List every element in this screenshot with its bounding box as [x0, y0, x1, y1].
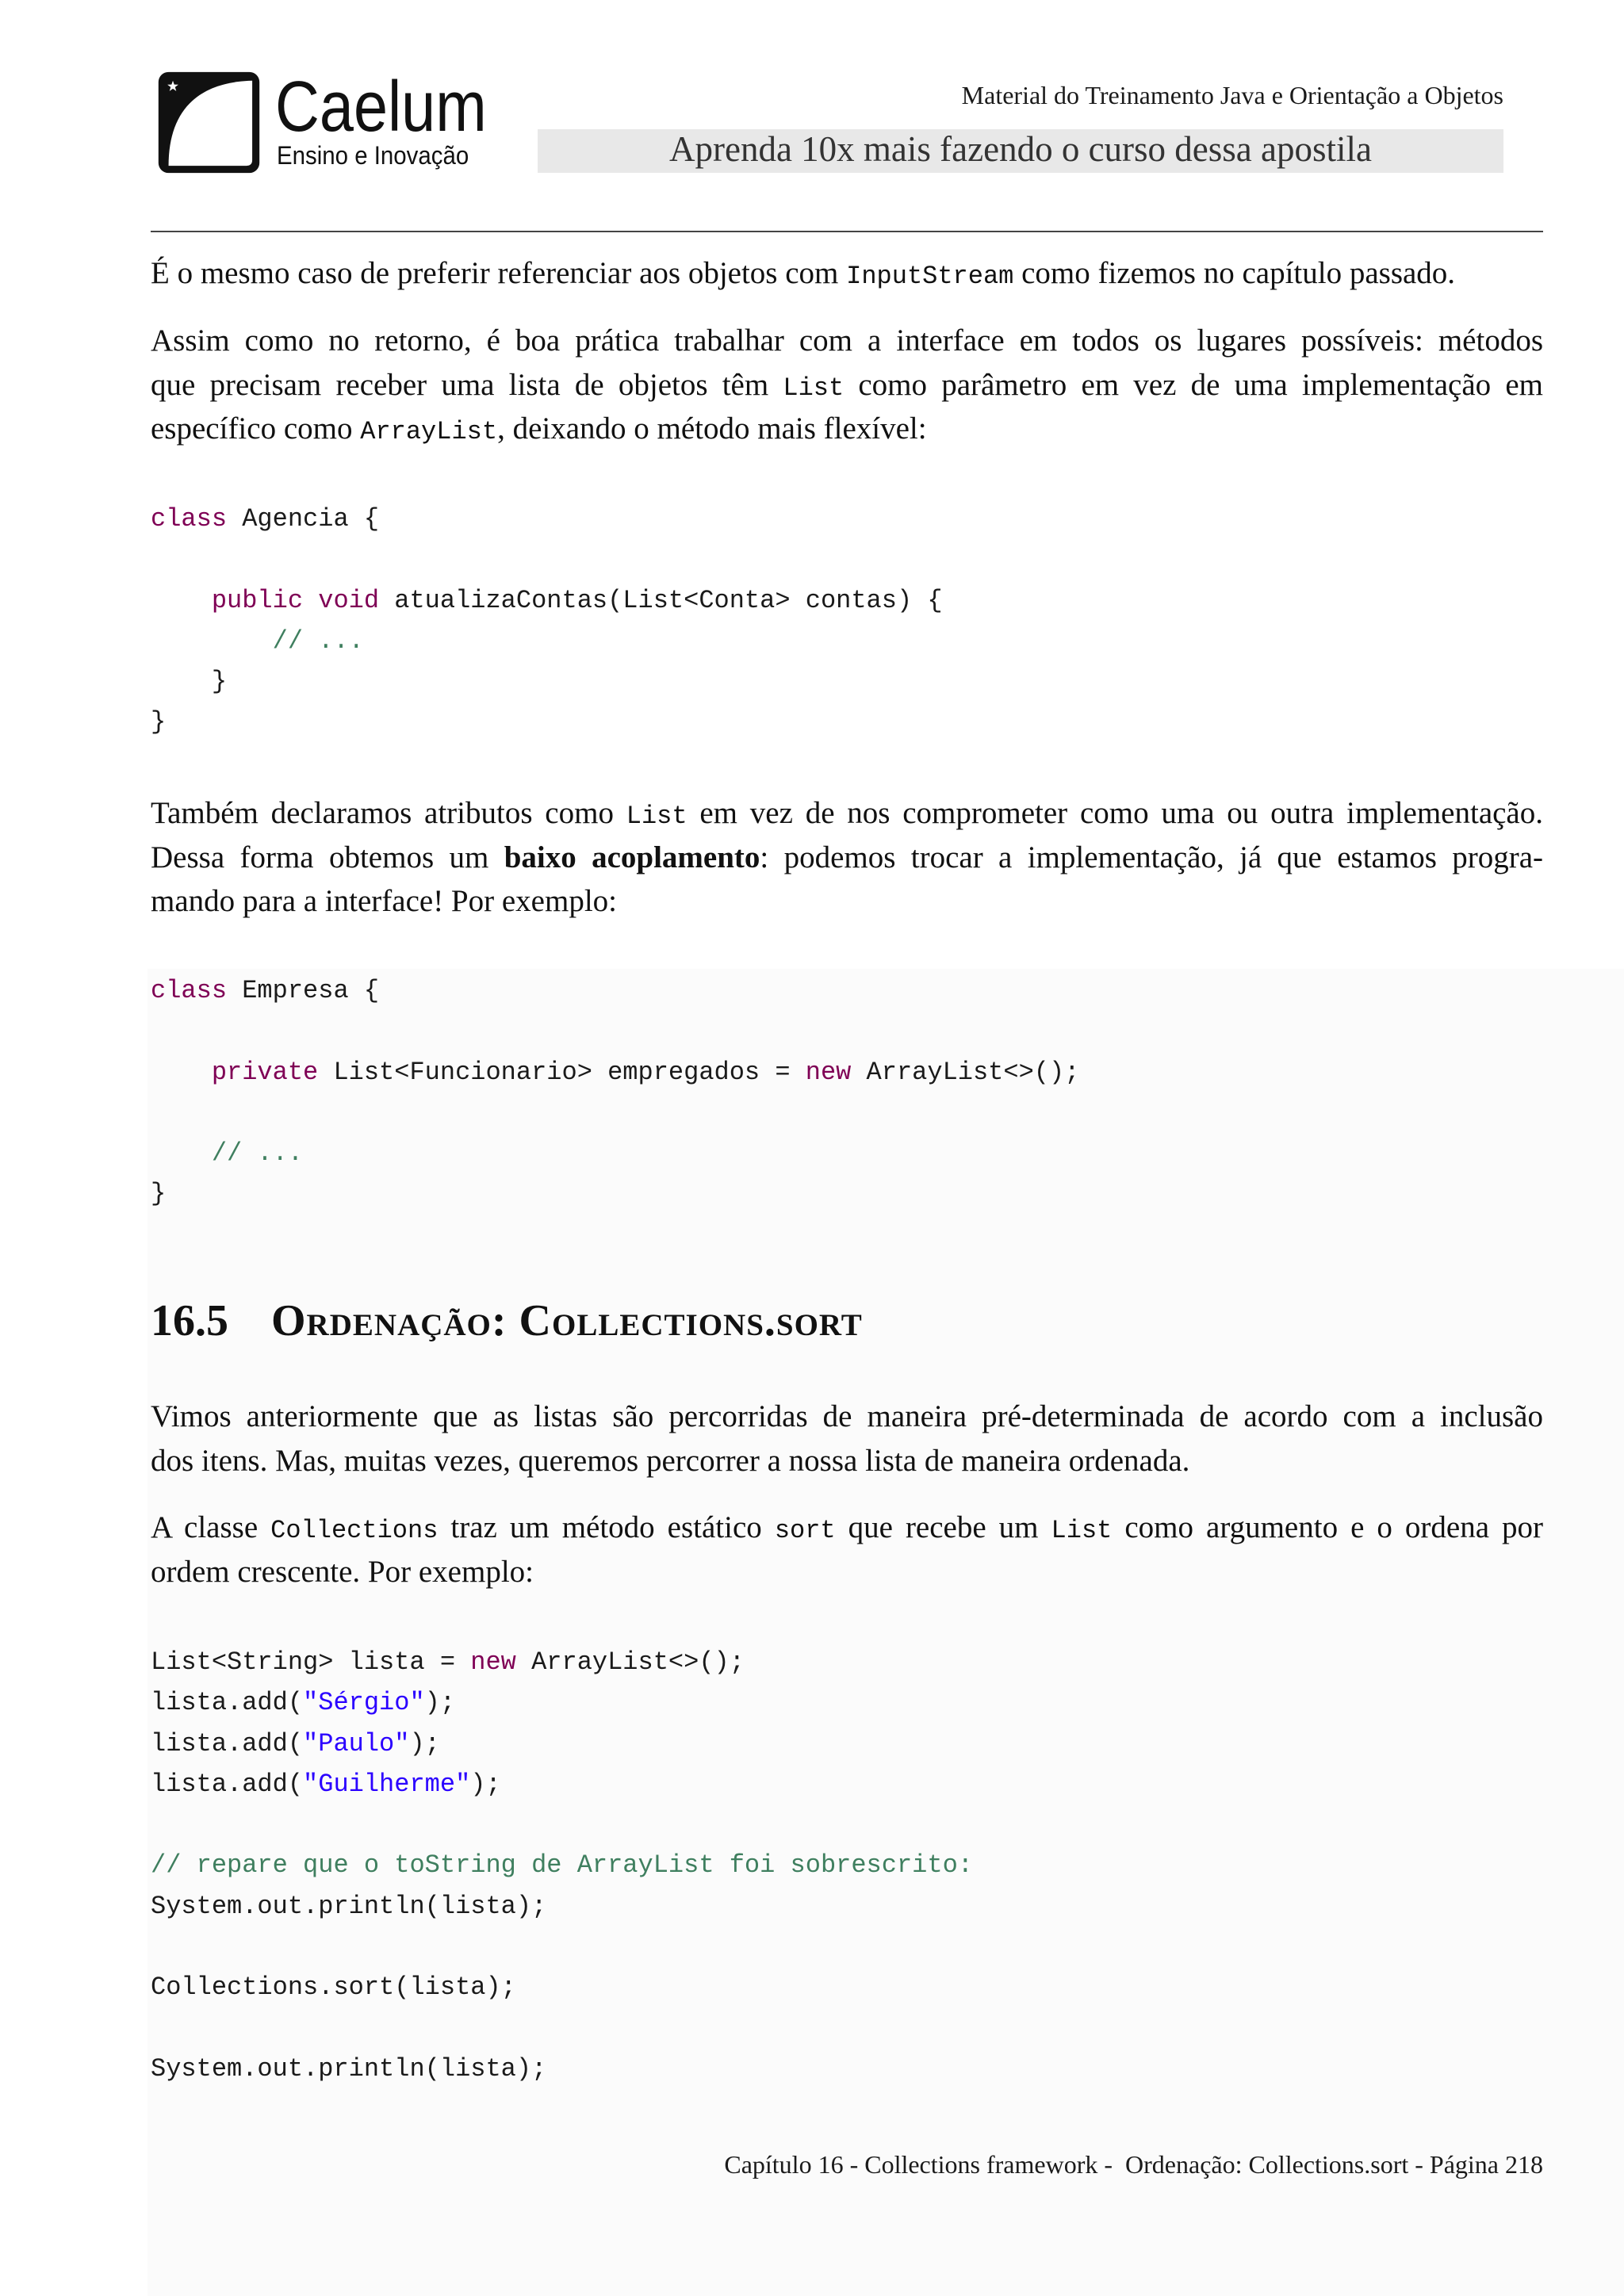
code-line: [151, 1724, 1543, 1764]
paragraph-1: [151, 251, 1543, 296]
code-keyword: private: [211, 1057, 319, 1087]
code-block-sort-example: [151, 1642, 1543, 2089]
paragraph-5: [151, 1506, 1543, 1594]
text-run: Vimos anteriormente que as listas são percorridas de maneira pré-determinada de acordo com a inclusão: [151, 1399, 1543, 1433]
code-keyword: class: [151, 504, 228, 534]
inline-code: sort: [774, 1516, 836, 1545]
code-line: [151, 1173, 1543, 1214]
code-text: List<String> lista =: [151, 1647, 471, 1677]
paragraph-2: [151, 319, 1543, 451]
inline-code: ArrayList: [360, 417, 498, 446]
text-run: A classe: [151, 1510, 271, 1544]
text-line: [151, 1439, 1543, 1483]
text-line: [151, 251, 1543, 296]
section-number: 16.5: [151, 1296, 228, 1345]
text-run: traz um método estático: [438, 1510, 775, 1544]
inline-code: Collections: [270, 1516, 439, 1545]
code-line: [151, 2049, 1543, 2089]
code-text: lista.add(: [151, 1688, 304, 1718]
code-block-empresa: [151, 970, 1543, 1215]
logo-wordmark: Caelum: [275, 67, 487, 147]
code-text: ArrayList<>();: [851, 1057, 1080, 1087]
text-run: É o mesmo caso de preferir referenciar aos objetos com: [151, 256, 847, 290]
paragraph-3: [151, 791, 1543, 924]
code-comment: // ...: [151, 626, 364, 656]
code-text: }: [151, 707, 167, 737]
code-string: "Paulo": [303, 1728, 410, 1758]
code-text: [303, 586, 318, 615]
code-blank-line: [151, 1927, 1543, 1967]
text-run: como fizemos no capítulo passado.: [1013, 256, 1456, 290]
code-line: [151, 1642, 1543, 1682]
text-run: como argumento e o ordena por: [1112, 1510, 1544, 1544]
code-indent: [151, 1058, 212, 1087]
text-run: Assim como no retorno, é boa prática trabalhar com a interface em todos os lugares possíveis: métodos: [151, 323, 1543, 358]
text-run: : podemos trocar a implementação, já que estamos progra-: [760, 840, 1543, 874]
code-blank-line: [151, 1093, 1543, 1133]
section-title: Ordenação: Collections.sort: [271, 1296, 863, 1345]
text-run: que precisam receber uma lista de objetos têm: [151, 367, 783, 402]
code-text: lista.add(: [151, 1769, 304, 1799]
code-text: System.out.println(lista);: [151, 1891, 547, 1921]
code-line: [151, 499, 1543, 539]
code-text: lista.add(: [151, 1728, 304, 1758]
code-text: );: [470, 1769, 501, 1799]
code-keyword: new: [470, 1647, 516, 1677]
text-run: Também declaramos atributos como: [151, 796, 626, 830]
text-run: Dessa forma obtemos um: [151, 840, 504, 874]
text-line: [151, 319, 1543, 363]
code-line: [151, 621, 1543, 661]
code-text: }: [151, 667, 228, 697]
material-title: Material do Treinamento Java e Orientação a Objetos: [961, 81, 1503, 109]
paragraph-4: [151, 1395, 1543, 1483]
code-line: [151, 1133, 1543, 1173]
code-line: [151, 661, 1543, 702]
code-keyword: new: [805, 1057, 852, 1087]
code-text: Agencia {: [227, 504, 380, 534]
text-run: , deixando o método mais flexível:: [497, 411, 927, 446]
logo-tagline: Ensino e Inovação: [277, 141, 469, 170]
code-line: [151, 1845, 1543, 1885]
code-blank-line: [151, 1011, 1543, 1051]
code-indent: [151, 586, 212, 615]
code-text: List<Funcionario> empregados =: [318, 1057, 806, 1087]
text-run: ordem crescente. Por exemplo:: [151, 1554, 534, 1589]
text-run: em vez de nos comprometer como uma ou outra implementação.: [687, 796, 1543, 830]
inline-code: List: [1051, 1516, 1113, 1545]
text-line: [151, 791, 1543, 836]
code-line: [151, 1967, 1543, 2007]
text-run: que recebe um: [835, 1510, 1051, 1544]
code-blank-line: [151, 2008, 1543, 2049]
text-line: [151, 836, 1543, 880]
code-line: [151, 1764, 1543, 1804]
text-run: específico como: [151, 411, 361, 446]
code-text: System.out.println(lista);: [151, 2053, 547, 2084]
code-text: Collections.sort(lista);: [151, 1973, 516, 2003]
text-line: [151, 1550, 1543, 1594]
text-run: mando para a interface! Por exemplo:: [151, 884, 617, 918]
code-line: [151, 1682, 1543, 1723]
code-string: "Guilherme": [303, 1769, 471, 1799]
header-divider: [151, 231, 1543, 232]
section-heading: [151, 1293, 1543, 1349]
code-text: Empresa {: [227, 976, 380, 1005]
text-line: [151, 363, 1543, 408]
code-text: }: [151, 1179, 167, 1209]
text-line: [151, 407, 1543, 451]
code-text: ArrayList<>();: [515, 1647, 745, 1677]
code-line: [151, 580, 1543, 621]
text-run: como parâmetro em vez de uma implementação em: [844, 367, 1543, 402]
code-keyword: class: [151, 976, 228, 1005]
code-block-agencia: [151, 499, 1543, 743]
code-line: [151, 1052, 1543, 1093]
text-line: [151, 1506, 1543, 1550]
code-text: );: [424, 1688, 456, 1718]
caelum-logo-icon: [157, 71, 261, 174]
code-blank-line: [151, 1804, 1543, 1845]
text-line: [151, 1395, 1543, 1439]
code-line: [151, 1886, 1543, 1927]
code-text: );: [409, 1728, 440, 1758]
code-line: [151, 702, 1543, 742]
code-blank-line: [151, 539, 1543, 580]
code-comment: // repare que o toString de ArrayList foi sobrescrito:: [151, 1850, 973, 1881]
inline-code: List: [626, 802, 688, 831]
code-line: [151, 970, 1543, 1011]
text-line: [151, 879, 1543, 924]
code-keyword: void: [318, 585, 380, 615]
page-footer: Capítulo 16 - Collections framework - Ordenação: Collections.sort - Página 218: [724, 2150, 1543, 2179]
course-banner: Aprenda 10x mais fazendo o curso dessa apostila: [538, 129, 1503, 173]
code-string: "Sérgio": [303, 1688, 425, 1718]
code-text: atualizaContas(List<Conta> contas) {: [379, 585, 943, 615]
inline-code: List: [783, 373, 845, 403]
text-run: dos itens. Mas, muitas vezes, queremos percorrer a nossa lista de maneira ordenada.: [151, 1443, 1190, 1478]
inline-code: InputStream: [846, 262, 1014, 291]
code-keyword: public: [211, 585, 304, 615]
code-comment: // ...: [151, 1138, 304, 1169]
bold-term: baixo acoplamento: [504, 840, 760, 874]
